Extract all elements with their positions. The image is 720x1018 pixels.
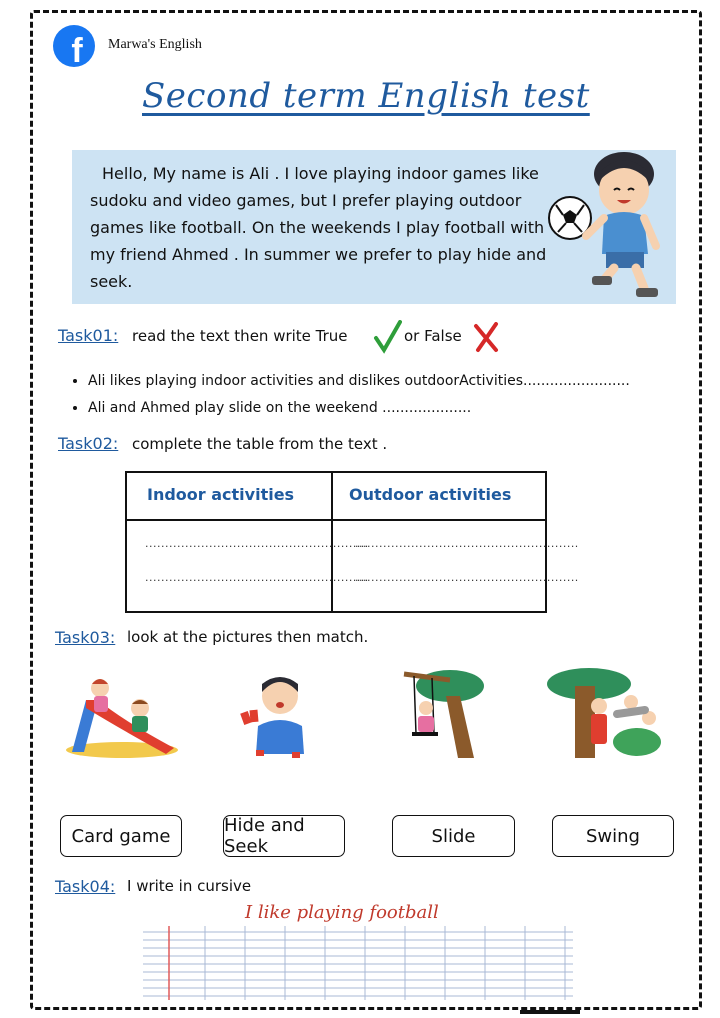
task1-statements bbox=[68, 368, 630, 422]
task4-label: Task04: bbox=[55, 877, 116, 896]
page-title: Second term English test bbox=[142, 76, 590, 116]
cursive-sample: I like playing football bbox=[245, 902, 439, 923]
facebook-icon: f bbox=[53, 25, 95, 67]
statement-item: • Ali and Ahmed play slide on the weekend .................... bbox=[88, 395, 630, 422]
slide-picture bbox=[62, 670, 182, 762]
task4-instruction: I write in cursive bbox=[127, 877, 252, 895]
reading-passage bbox=[72, 150, 676, 304]
option-swing[interactable]: Swing bbox=[552, 815, 674, 857]
card-game-picture bbox=[236, 670, 320, 762]
hide-and-seek-picture bbox=[545, 666, 663, 762]
table-header-outdoor: Outdoor activities bbox=[349, 485, 512, 504]
statement-item: • Ali likes playing indoor activities and dislikes outdoorActivities........................ bbox=[88, 368, 630, 395]
task1-or-false: or False bbox=[404, 327, 462, 345]
task2-label: Task02: bbox=[58, 434, 119, 453]
activities-table bbox=[125, 471, 579, 613]
page-mark bbox=[520, 1010, 580, 1014]
option-slide[interactable]: Slide bbox=[392, 815, 515, 857]
task1-instruction: read the text then write True bbox=[132, 327, 348, 345]
boy-football-illustration bbox=[544, 150, 676, 304]
table-blank[interactable]: ........................................................ bbox=[355, 537, 579, 550]
table-blank[interactable]: ........................................................ bbox=[145, 537, 369, 550]
task3-label: Task03: bbox=[55, 628, 116, 647]
table-blank[interactable]: ........................................................ bbox=[145, 571, 369, 584]
check-mark-icon bbox=[372, 320, 402, 354]
task1-label: Task01: bbox=[58, 326, 119, 345]
passage-text: Hello, My name is Ali . I love playing indoor games like sudoku and video games, but I prefer playing outdoor games like football. On the weekends I play football with my friend Ahmed . In summer we prefer to play hide and seek. bbox=[90, 164, 547, 291]
table-blank[interactable]: ........................................................ bbox=[355, 571, 579, 584]
task3-instruction: look at the pictures then match. bbox=[127, 628, 369, 646]
brand-name: Marwa's English bbox=[108, 37, 202, 52]
option-hide-and-seek[interactable]: Hide and Seek bbox=[223, 815, 345, 857]
swing-picture bbox=[398, 668, 488, 762]
table-header-indoor: Indoor activities bbox=[147, 485, 295, 504]
handwriting-lines[interactable] bbox=[143, 926, 573, 1000]
cross-mark-icon bbox=[472, 322, 500, 354]
task2-instruction: complete the table from the text . bbox=[132, 435, 388, 453]
option-card-game[interactable]: Card game bbox=[60, 815, 182, 857]
table-divider bbox=[127, 519, 545, 521]
